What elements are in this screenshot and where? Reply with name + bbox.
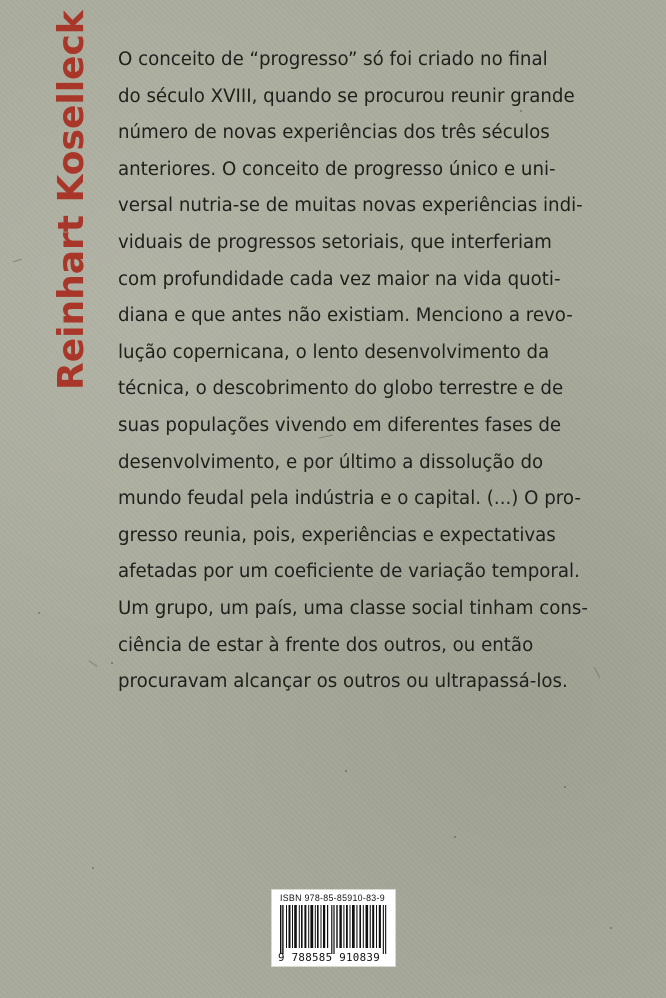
quote-line: anteriores. O conceito de progresso único e uni- xyxy=(118,158,556,180)
quote-line: lução copernicana, o lento desenvolvimento da xyxy=(118,341,550,363)
quote-line: gresso reunia, pois, experiências e expectativas xyxy=(118,524,556,546)
quote-line: técnica, o descobrimento do globo terrestre e de xyxy=(118,378,564,400)
barcode-digits: 9 788585 910839 xyxy=(278,951,381,964)
paper-speckle xyxy=(38,612,40,614)
paper-speckle xyxy=(345,770,347,772)
quote-line: O conceito de “progresso” só foi criado no final xyxy=(118,49,548,70)
quote-line: ciência de estar à frente dos outros, ou então xyxy=(118,634,534,656)
paper-speckle xyxy=(92,867,94,869)
isbn-label: ISBN 978-85-85910-83-9 xyxy=(280,893,385,903)
quote-line: mundo feudal pela indústria e o capital. (...) O pro- xyxy=(118,488,581,510)
quote-line: do século XVIII, quando se procurou reunir grande xyxy=(118,85,575,107)
quote-line: procuravam alcançar os outros ou ultrapassá-los. xyxy=(118,671,568,693)
barcode-icon xyxy=(280,905,390,954)
quote-line: número de novas experiências dos três séculos xyxy=(118,122,550,144)
paper-fiber xyxy=(89,660,98,667)
quote-line: suas populações vivendo em diferentes fases de xyxy=(118,414,562,436)
paper-speckle xyxy=(111,662,113,664)
paper-speckle xyxy=(610,927,612,929)
paper-fiber xyxy=(13,259,22,263)
isbn-barcode xyxy=(271,889,396,967)
paper-speckle xyxy=(454,836,456,838)
quote-line: versal nutria-se de muitas novas experiências indi- xyxy=(118,195,583,217)
quote-line: viduais de progressos setoriais, que interferiam xyxy=(118,231,552,253)
paper-speckle xyxy=(564,786,566,788)
quote-line: Um grupo, um país, uma classe social tinham cons- xyxy=(118,597,588,619)
quote-line: diana e que antes não existiam. Menciono a revo- xyxy=(118,305,573,327)
back-cover-quote xyxy=(118,42,638,701)
quote-line: afetadas por um coeficiente de variação temporal. xyxy=(118,561,580,583)
quote-line: com profundidade cada vez maior na vida quoti- xyxy=(118,268,561,290)
quote-line: desenvolvimento, e por último a dissolução do xyxy=(118,451,544,473)
author-name: Reinhart Koselleck xyxy=(51,10,92,390)
